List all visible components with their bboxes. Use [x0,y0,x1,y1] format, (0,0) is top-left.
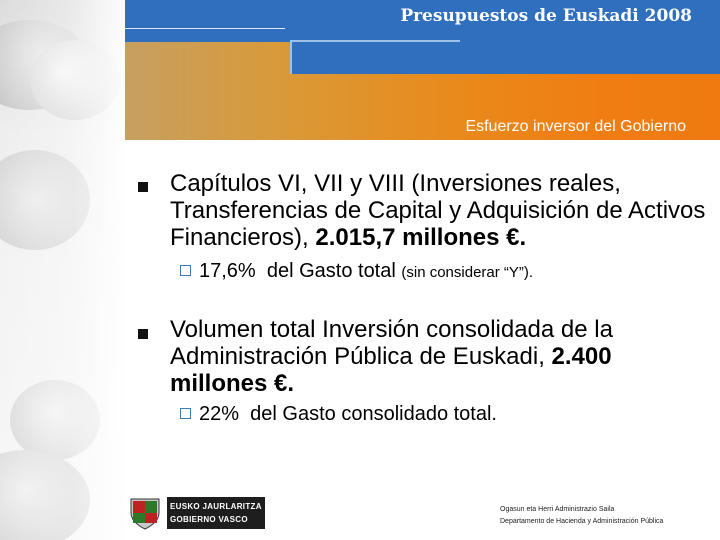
header-banner [125,0,720,140]
footer-department: Ogasun eta Herri Administrazio Saila Departamento de Hacienda y Administración Pública [500,506,664,525]
page-subtitle: Esfuerzo inversor del Gobierno [465,118,686,135]
sub-item: 22% del Gasto consolidado total. [180,403,497,426]
decorative-photo [0,0,125,540]
coat-of-arms-icon [127,495,163,531]
bullet-marker [138,329,148,339]
page-title: Presupuestos de Euskadi 2008 [400,6,692,26]
checkbox-bullet-icon [180,408,191,419]
bullet-marker [138,182,148,192]
sub-item: 17,6% del Gasto total (sin considerar “Y”). [180,260,533,283]
government-logo: EUSKO JAURLARITZA GOBIERNO VASCO [125,493,270,533]
list-item: Volumen total Inversión consolidada de la Administración Pública de Euskadi, 2.400 millones €. [170,316,613,397]
checkbox-bullet-icon [180,265,191,276]
list-item: Capítulos VI, VII y VIII (Inversiones reales, Transferencias de Capital y Adquisición de Activos Financieros), 2.015,7 millones €. [170,170,706,251]
